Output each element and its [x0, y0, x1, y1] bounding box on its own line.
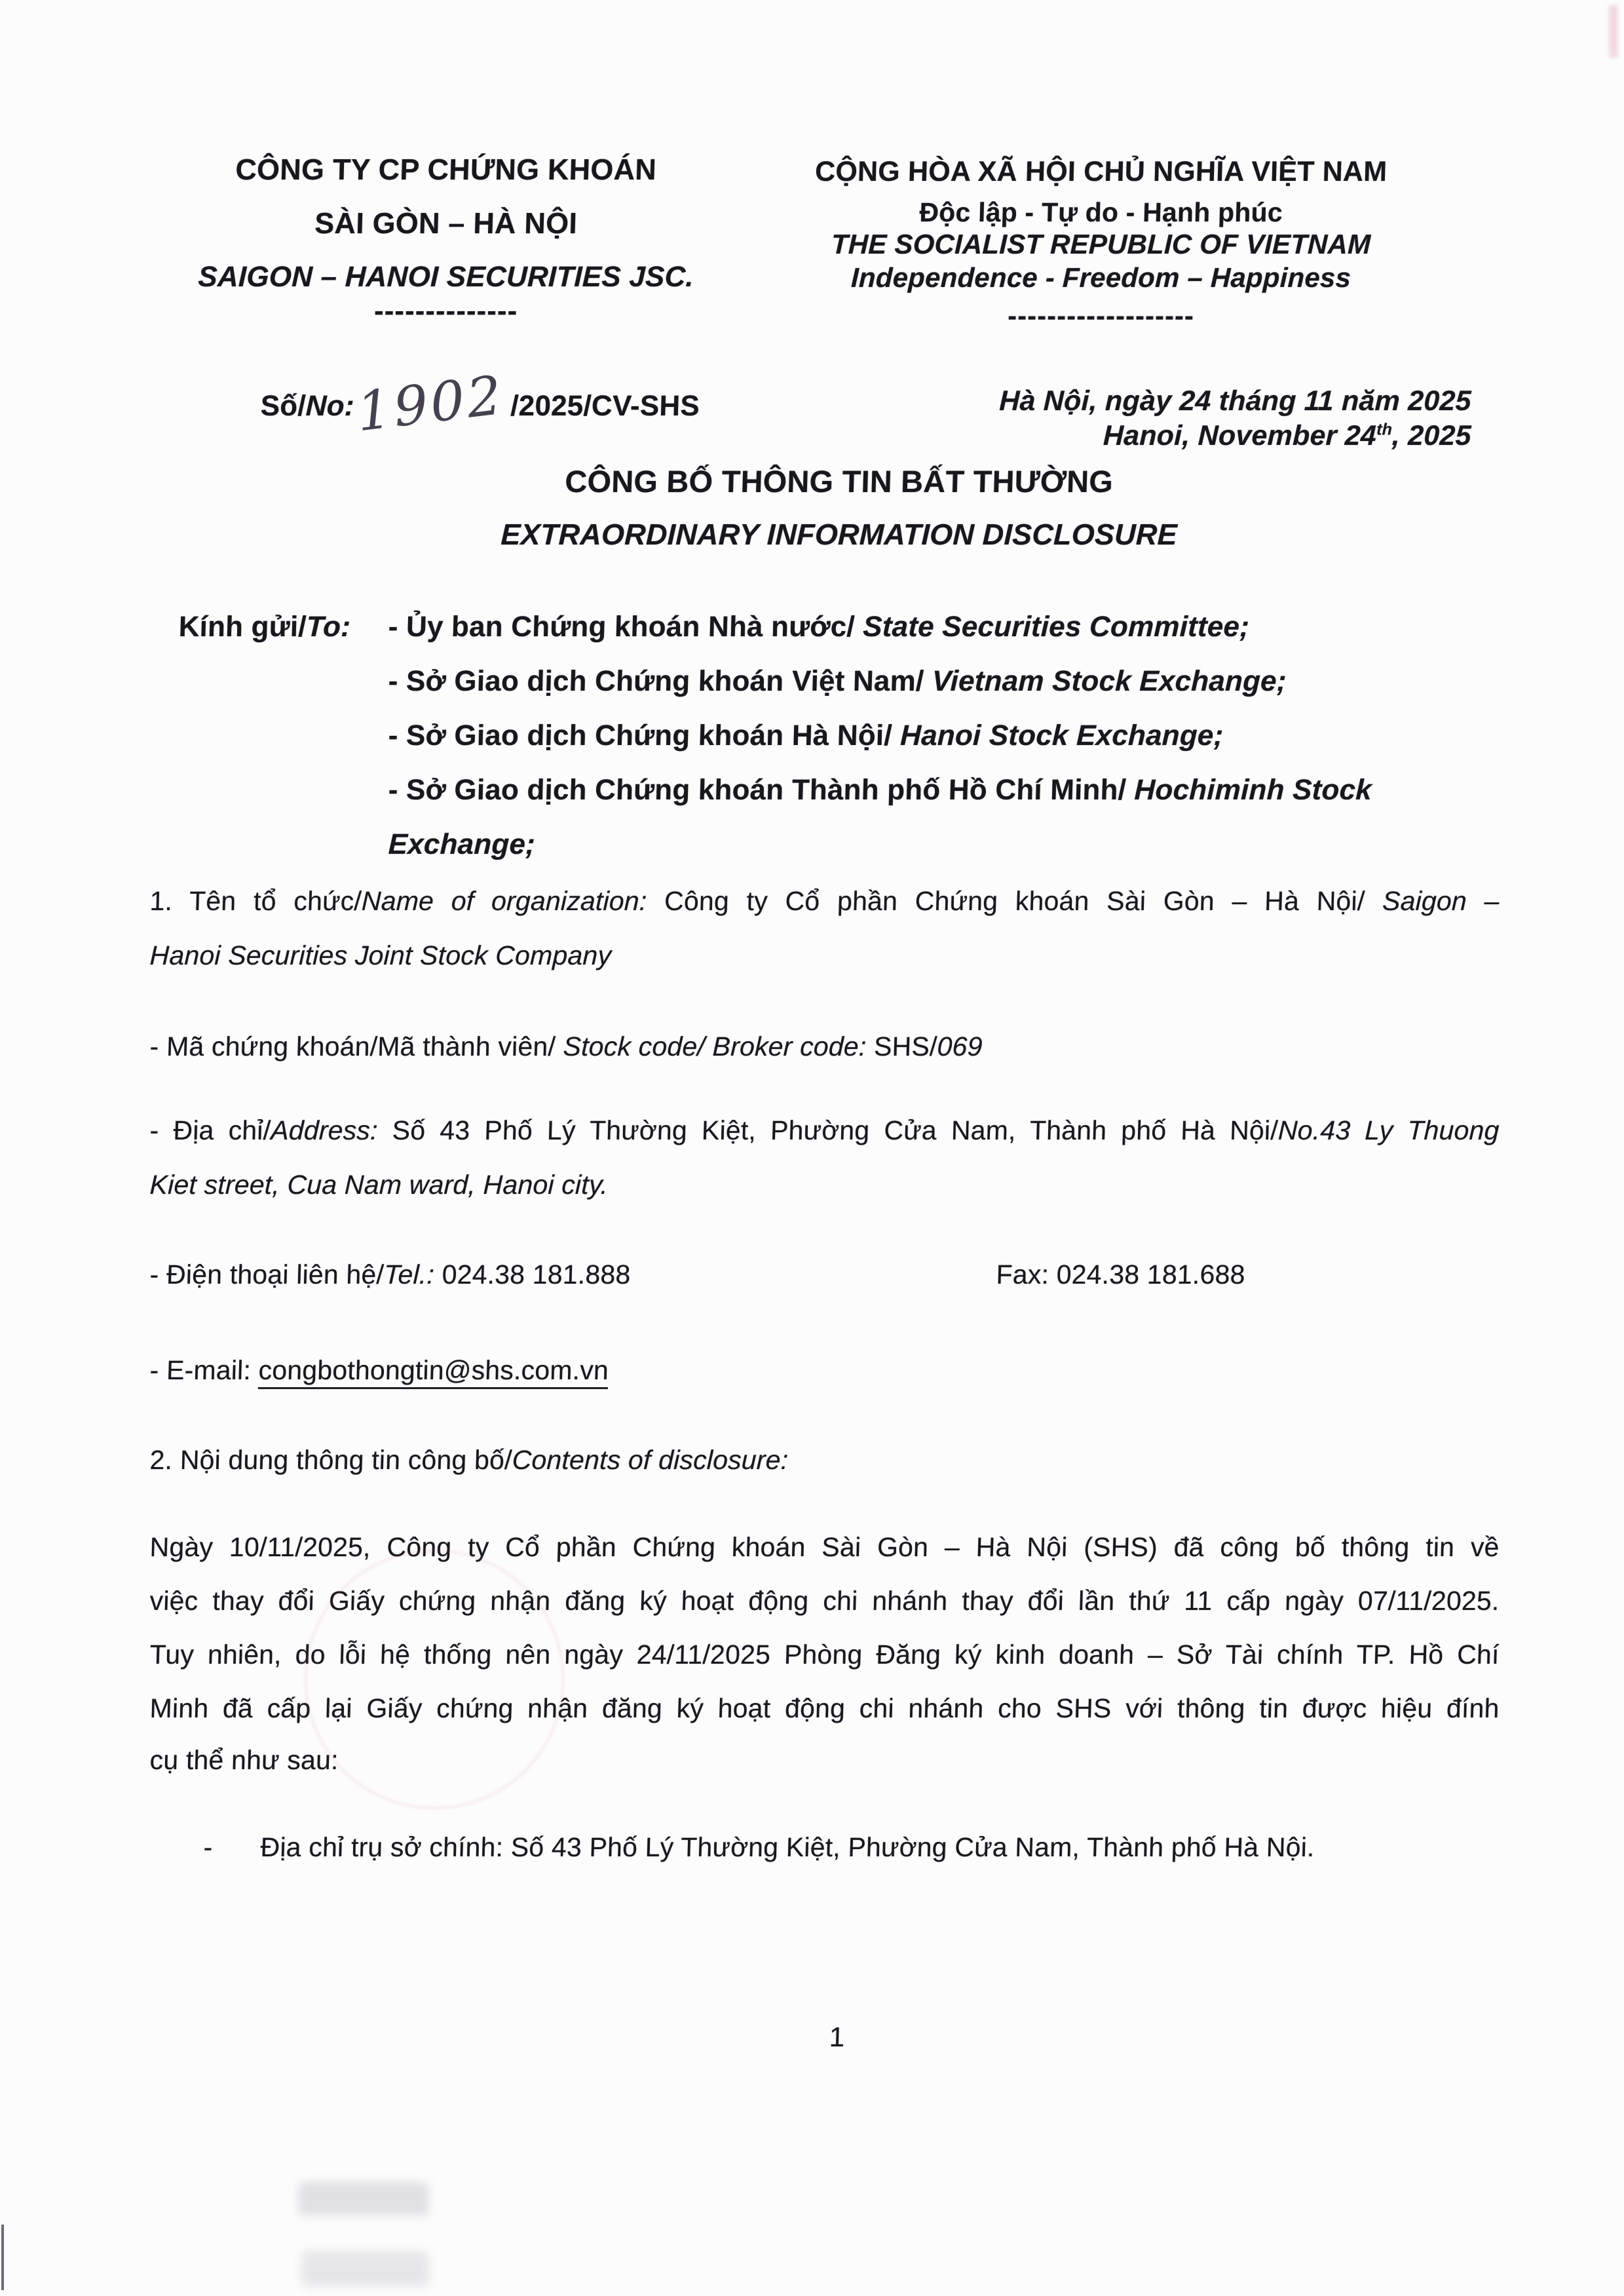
- national-motto-vi: Độc lập - Tự do - Hạnh phúc: [918, 197, 1283, 227]
- national-header-vi: CỘNG HÒA XÃ HỘI CHỦ NGHĨA VIỆT NAM: [814, 156, 1388, 187]
- recipients-label: Kính gửi/To:: [178, 611, 351, 643]
- recipient-vietnam-stock-exchange: - Sở Giao dịch Chứng khoán Việt Nam/ Vietnam Stock Exchange;: [388, 665, 1287, 697]
- recipient-hochiminh-stock-exchange: - Sở Giao dịch Chứng khoán Thành phố Hồ Chí Minh/ Hochiminh Stock: [388, 774, 1372, 806]
- scan-edge-line: [1, 2225, 4, 2290]
- national-motto-en: Independence - Freedom – Happiness: [850, 262, 1351, 293]
- disclosure-paragraph-line4: Minh đã cấp lại Giấy chứng nhận đăng ký hoạt động chi nhánh cho SHS với thông tin được hiệu đính: [149, 1693, 1500, 1723]
- page-number: 1: [829, 2021, 846, 2052]
- recipient-state-securities-committee: - Ủy ban Chứng khoán Nhà nước/ State Securities Committee;: [388, 611, 1250, 643]
- recipient-hochiminh-stock-exchange-continuation: Exchange;: [388, 828, 536, 860]
- address-line1: - Địa chỉ/Address: Số 43 Phố Lý Thường Kiệt, Phường Cửa Nam, Thành phố Hà Nội/No.43 Ly Thuong: [149, 1115, 1500, 1145]
- date-line-en: Hanoi, November 24th, 2025: [1103, 420, 1472, 451]
- bullet-marker: -: [203, 1832, 214, 1862]
- scan-smudge-top: [298, 2182, 429, 2216]
- fax-number: Fax: 024.38 181.688: [996, 1259, 1246, 1290]
- document-title-en: EXTRAORDINARY INFORMATION DISCLOSURE: [500, 518, 1178, 551]
- telephone-number: - Điện thoại liên hệ/Tel.: 024.38 181.888: [149, 1259, 632, 1290]
- head-office-address: Địa chỉ trụ sở chính: Số 43 Phố Lý Thường Kiệt, Phường Cửa Nam, Thành phố Hà Nội.: [260, 1832, 1315, 1862]
- document-title-vi: CÔNG BỐ THÔNG TIN BẤT THƯỜNG: [564, 464, 1114, 499]
- disclosure-paragraph-line2: việc thay đổi Giấy chứng nhận đăng ký hoạt động chi nhánh thay đổi lần thứ 11 cấp ngày 07/11/2025.: [149, 1586, 1500, 1616]
- issuer-name-en: SAIGON – HANOI SECURITIES JSC.: [197, 261, 694, 293]
- contents-of-disclosure-heading: 2. Nội dung thông tin công bố/Contents of disclosure:: [149, 1445, 789, 1475]
- issuer-name-vi-line1: CÔNG TY CP CHỨNG KHOÁN: [235, 153, 657, 186]
- scan-corner-smear: [1609, 5, 1618, 58]
- disclosure-paragraph-line1: Ngày 10/11/2025, Công ty Cổ phần Chứng khoán Sài Gòn – Hà Nội (SHS) đã công bố thông tin về: [149, 1532, 1500, 1562]
- email-link: - E-mail: congbothongtin@shs.com.vn: [149, 1355, 609, 1386]
- issuer-divider: --------------: [373, 295, 518, 327]
- document-reference-number: Số/No:1902 /2025/CV-SHS: [260, 364, 700, 444]
- address-line2: Kiet street, Cua Nam ward, Hanoi city.: [149, 1170, 609, 1200]
- organization-name-line1: 1. Tên tổ chức/Name of organization: Công ty Cổ phần Chứng khoán Sài Gòn – Hà Nội/ Saigon –: [149, 886, 1500, 916]
- stock-broker-code: - Mã chứng khoán/Mã thành viên/ Stock code/ Broker code: SHS/069: [149, 1031, 983, 1062]
- national-header-en: THE SOCIALIST REPUBLIC OF VIETNAM: [831, 229, 1371, 259]
- disclosure-paragraph-line5: cụ thể như sau:: [149, 1745, 339, 1775]
- recipient-hanoi-stock-exchange: - Sở Giao dịch Chứng khoán Hà Nội/ Hanoi Stock Exchange;: [388, 719, 1224, 752]
- date-line-vi: Hà Nội, ngày 24 tháng 11 năm 2025: [998, 385, 1472, 417]
- disclosure-paragraph-line3: Tuy nhiên, do lỗi hệ thống nên ngày 24/11/2025 Phòng Đăng ký kinh doanh – Sở Tài chính TP. Hồ Chí: [149, 1639, 1500, 1670]
- issuer-name-vi-line2: SÀI GÒN – HÀ NỘI: [314, 206, 578, 240]
- organization-name-line2: Hanoi Securities Joint Stock Company: [149, 940, 612, 970]
- scan-smudge-bottom: [301, 2251, 429, 2287]
- national-divider: -------------------: [1007, 300, 1195, 331]
